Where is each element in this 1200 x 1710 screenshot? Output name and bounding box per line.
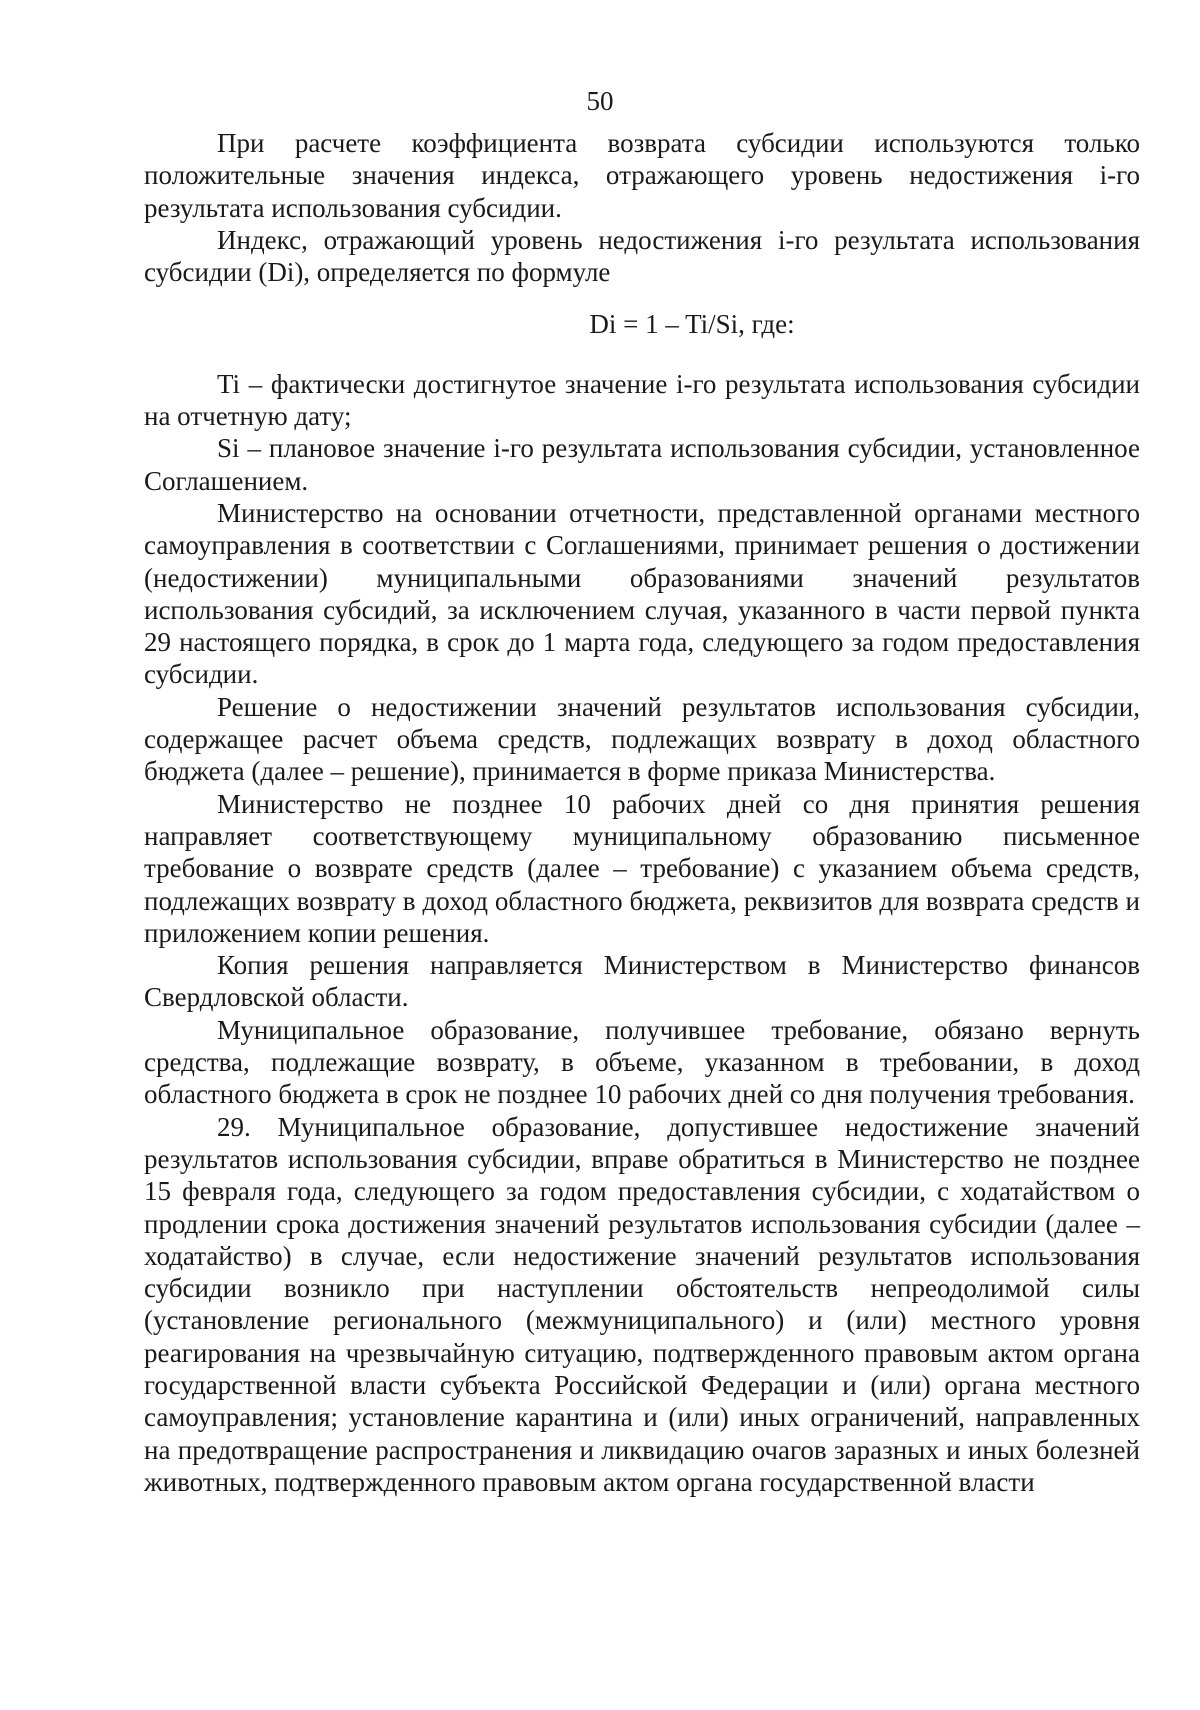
paragraph-ti-definition: Ti – фактически достигнутое значение i-го результата использования субсидии на отчетную дату; — [144, 368, 1140, 432]
document-body — [144, 127, 1140, 1498]
paragraph-item-29: 29. Муниципальное образование, допустившее недостижение значений результатов использования субсидии, вправе обратиться в Министерство не позднее 15 февраля года, следующего за годом предоставления субсидии, с ходатайством о продлении срока достижения значений результатов использования субсидии (далее – ходатайство) в случае, если недостижение значений результатов использования субсидии возникло при наступлении обстоятельств непреодолимой силы (установление регионального (межмуниципального) и (или) местного уровня реагирования на чрезвычайную ситуацию, подтвержденного правовым актом органа государственной власти субъекта Российской Федерации и (или) органа местного самоуправления; установление карантина и (или) иных ограничений, направленных на предотвращение распространения и ликвидацию очагов заразных и иных болезней животных, подтвержденного правовым актом органа государственной власти — [144, 1111, 1140, 1497]
formula: Di = 1 – Ti/Si, где: — [589, 309, 795, 340]
paragraph-ministry-decision: Министерство на основании отчетности, представленной органами местного самоуправления в соответствии с Соглашениями, принимает решения о достижении (недостижении) муниципальными образованиями значений результатов использования субсидий, за исключением случая, указанного в части первой пункта 29 настоящего порядка, в срок до 1 марта года, следующего за годом предоставления субсидии. — [144, 497, 1140, 690]
paragraph-si-definition: Si – плановое значение i-го результата использования субсидии, установленное Соглашением. — [144, 433, 1140, 496]
paragraph-requirement: Министерство не позднее 10 рабочих дней со дня принятия решения направляет соответствующему муниципальному образованию письменное требование о возврате средств (далее – требование) с указанием объема средств, подлежащих возврату в доход областного бюджета, реквизитов для возврата средств и приложением копии решения. — [144, 788, 1140, 948]
paragraph-coefficient-note: При расчете коэффициента возврата субсидии используются только положительные значения индекса, отражающего уровень недостижения i-го результата использования субсидии. — [144, 128, 1140, 223]
paragraph-decision-form: Решение о недостижении значений результатов использования субсидии, содержащее расчет объема средств, подлежащих возврату в доход областного бюджета (далее – решение), принимается в форме приказа Министерства. — [144, 691, 1140, 787]
paragraph-copy-sent: Копия решения направляется Министерством в Министерство финансов Свердловской области. — [144, 950, 1140, 1013]
page-number: 50 — [586, 86, 614, 116]
paragraph-index-definition: Индекс, отражающий уровень недостижения i-го результата использования субсидии (Di), определяется по формуле — [144, 224, 1140, 288]
paragraph-return-obligation: Муниципальное образование, получившее требование, обязано вернуть средства, подлежащие возврату, в объеме, указанном в требовании, в доход областного бюджета в срок не позднее 10 рабочих дней со дня получения требования. — [144, 1014, 1140, 1110]
